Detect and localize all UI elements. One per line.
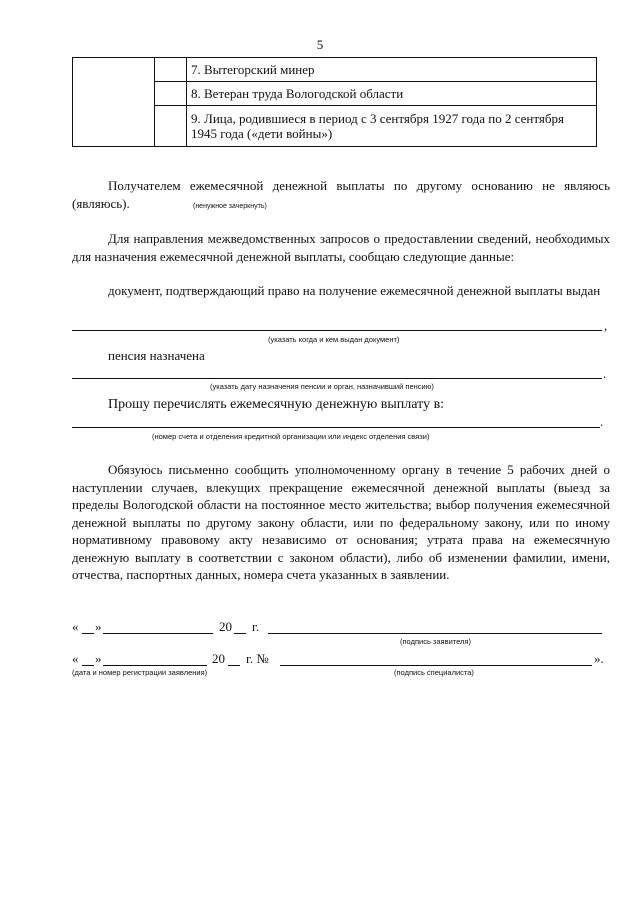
- document-end-mark: ,: [604, 318, 608, 333]
- table-row: [73, 58, 597, 82]
- table-cell-mark: [155, 106, 187, 147]
- specialist-signature-caption: (подпись специалиста): [394, 668, 474, 677]
- document-text: документ, подтверждающий право на получение ежемесячной денежной выплаты выдан: [108, 283, 601, 298]
- applicant-signature-caption: (подпись заявителя): [400, 637, 471, 646]
- table-cell-category: 9. Лица, родившиеся в период с 3 сентября 1927 года по 2 сентября 1945 года («дети войны»): [187, 106, 597, 147]
- applicant-year-line[interactable]: [234, 633, 246, 634]
- document-paragraph: [72, 282, 610, 300]
- table-cell-mark: [155, 82, 187, 106]
- applicant-month-line[interactable]: [103, 633, 213, 634]
- obligation-text: Обязуюсь письменно сообщить уполномоченному органу в течение 5 рабочих дней о наступлении случаев, влекущих прекращение ежемесячной денежной выплаты (выезд за пределы Вологодской области на постоянное место жительства; выбор получения ежемесячной денежной выплаты по другому закону области, или по федеральному закону, или по иному нормативному правовому акту независимо от основания; утрата права на ежемесячную денежную выплату в соответствии с законом области), либо об изменении фамилии, имени, отчества, паспортных данных, номера счета указанных в заявлении.: [72, 462, 610, 582]
- transfer-caption: (номер счета и отделения кредитной организации или индекс отделения связи): [152, 432, 430, 441]
- registration-open-quote: «: [72, 651, 79, 666]
- registration-day-line[interactable]: [82, 665, 94, 666]
- basis-paragraph: [72, 177, 610, 215]
- category-table: [72, 57, 597, 147]
- applicant-year-suffix: г.: [252, 619, 260, 634]
- transfer-fill-line[interactable]: [72, 427, 600, 428]
- requests-text: Для направления межведомственных запросов о предоставлении сведений, необходимых для назначения ежемесячной денежной выплаты, сообщаю следующие данные:: [72, 231, 610, 264]
- applicant-close-quote: »: [95, 619, 102, 634]
- applicant-year-prefix: 20: [219, 619, 232, 634]
- applicant-day-line[interactable]: [82, 633, 94, 634]
- registration-year-line[interactable]: [228, 665, 240, 666]
- requests-paragraph: [72, 230, 610, 265]
- transfer-text: Прошу перечислять ежемесячную денежную выплату в:: [108, 397, 445, 412]
- registration-close-quote: »: [95, 651, 102, 666]
- table-cell-category: 8. Ветеран труда Вологодской области: [187, 82, 597, 106]
- pension-fill-line[interactable]: [72, 378, 602, 379]
- transfer-end-mark: .: [600, 414, 604, 429]
- registration-date-caption: (дата и номер регистрации заявления): [72, 668, 208, 677]
- applicant-signature-line[interactable]: [268, 633, 602, 634]
- pension-caption: (указать дату назначения пенсии и орган, назначивший пенсию): [210, 382, 434, 391]
- registration-year-suffix: г. №: [246, 651, 269, 666]
- page-number: 5: [316, 37, 324, 52]
- table-cell-category: 7. Вытегорский минер: [187, 58, 597, 82]
- obligation-paragraph: [72, 461, 610, 584]
- applicant-open-quote: «: [72, 619, 79, 634]
- registration-year-prefix: 20: [212, 651, 225, 666]
- basis-text: Получателем ежемесячной денежной выплаты по другому основанию не являюсь (являюсь).: [72, 178, 610, 211]
- table-cell-empty: [73, 58, 155, 147]
- document-fill-line[interactable]: [72, 330, 602, 331]
- basis-note: (ненужное зачеркнуть): [192, 202, 267, 210]
- pension-text: пенсия назначена: [108, 348, 205, 363]
- table-cell-mark: [155, 58, 187, 82]
- pension-end-mark: .: [603, 366, 607, 381]
- registration-month-line[interactable]: [103, 665, 207, 666]
- document-caption: (указать когда и кем выдан документ): [268, 335, 400, 344]
- registration-end-mark: ».: [594, 651, 604, 666]
- registration-number-line[interactable]: [280, 665, 592, 666]
